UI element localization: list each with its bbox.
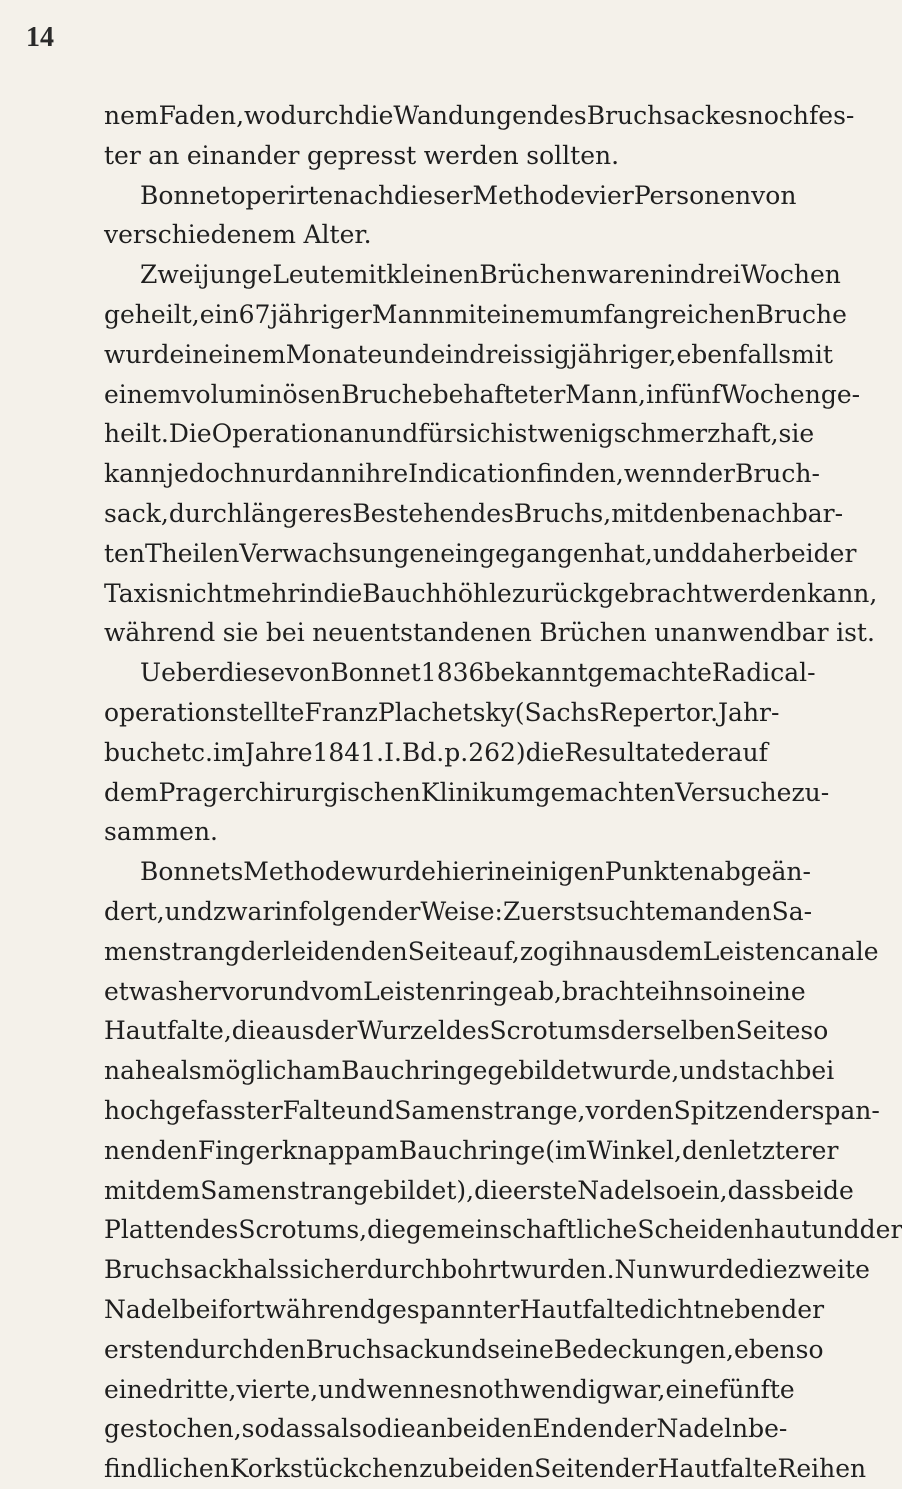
text-line: Zwei junge Leute mit kleinen Brüchen waren in drei Wochen	[140, 260, 841, 290]
text-line: eine dritte, vierte, und wenn es nothwendig war, eine fünfte	[104, 1374, 795, 1404]
text-line: nahe als möglich am Bauchringe gebildet wurde, und stach bei	[104, 1056, 835, 1086]
text-line: findlichen Korkstückchen zu beiden Seiten der Hautfalte Reihen	[104, 1454, 867, 1484]
text-line: sack, durch längeres Bestehen des Bruchs, mit den benachbar-	[104, 498, 844, 528]
text-line: buch etc. im Jahre 1841. I. Bd. p. 262) die Resultate der auf	[104, 737, 768, 767]
text-line: dert, und zwar in folgender Weise: Zuerst suchte man den Sa-	[104, 896, 813, 926]
text-line: sammen.	[104, 817, 218, 847]
text-line: dem Prager chirurgischen Klinikum gemachten Versuche zu-	[104, 777, 830, 807]
text-line: etwas hervor und vom Leistenringe ab, brachte ihn so in eine	[104, 976, 806, 1006]
text-line: ten Theilen Verwachsungen eingegangen hat, und daher bei der	[104, 538, 857, 568]
text-line: Nadel bei fortwährend gespannter Hautfalte dicht neben der	[104, 1294, 825, 1324]
text-line: verschiedenem Alter.	[104, 220, 372, 250]
text-line: kann jedoch nur dann ihre Indication finden, wenn der Bruch-	[104, 459, 820, 489]
text-line: einem voluminösen Bruche behafteter Mann, in fünf Wochen ge-	[104, 379, 861, 409]
text-line: hochgefasster Falte und Samenstrange, vor den Spitzen der span-	[104, 1095, 880, 1125]
text-line: Hautfalte, die aus der Wurzel des Scrotums derselben Seite so	[104, 1016, 829, 1046]
text-line: mit dem Samenstrange bildet), die erste Nadel so ein, dass beide	[104, 1175, 854, 1205]
text-line: heilt. Die Operation an und für sich ist wenig schmerzhaft, sie	[104, 419, 815, 449]
text-line: während sie bei neuentstandenen Brüchen unanwendbar ist.	[104, 618, 875, 648]
text-line: Bruchsackhals sicher durchbohrt wurden. Nun wurde die zweite	[104, 1255, 870, 1285]
text-line: Taxis nicht mehr in die Bauchhöhle zurückgebracht werden kann,	[104, 578, 878, 608]
text-line: wurde in einem Monate und ein dreissigjähriger, ebenfalls mit	[104, 339, 833, 369]
page-number: 14	[26, 22, 54, 53]
text-line: Ueber diese von Bonnet 1836 bekannt gemachte Radical-	[140, 658, 816, 688]
body-text	[104, 96, 902, 1489]
text-line: Bonnet operirte nach dieser Methode vier Personen von	[140, 180, 797, 210]
text-line: menstrang der leidenden Seite auf, zog ihn aus dem Leistencanale	[104, 936, 879, 966]
text-line: operation stellte Franz Plachetsky (Sachs Repertor. Jahr-	[104, 697, 780, 727]
text-line: Bonnets Methode wurde hier in einigen Punkten abgeän-	[140, 857, 811, 887]
text-line: Platten des Scrotums, die gemeinschaftliche Scheidenhaut und der	[104, 1215, 902, 1245]
text-line: gestochen, so dass also die an beiden Enden der Nadeln be-	[104, 1414, 788, 1444]
text-line: nenden Finger knapp am Bauchringe (im Winkel, den letzterer	[104, 1135, 839, 1165]
text-line: geheilt, ein 67 jähriger Mann mit einem umfangreichen Bruche	[104, 299, 847, 329]
text-line: ersten durch den Bruchsack und seine Bedeckungen, eben so	[104, 1334, 824, 1364]
text-line: ter an einander gepresst werden sollten.	[104, 140, 620, 170]
text-line: nem Faden, wodurch die Wandungen des Bruchsackes noch fes-	[104, 101, 855, 130]
